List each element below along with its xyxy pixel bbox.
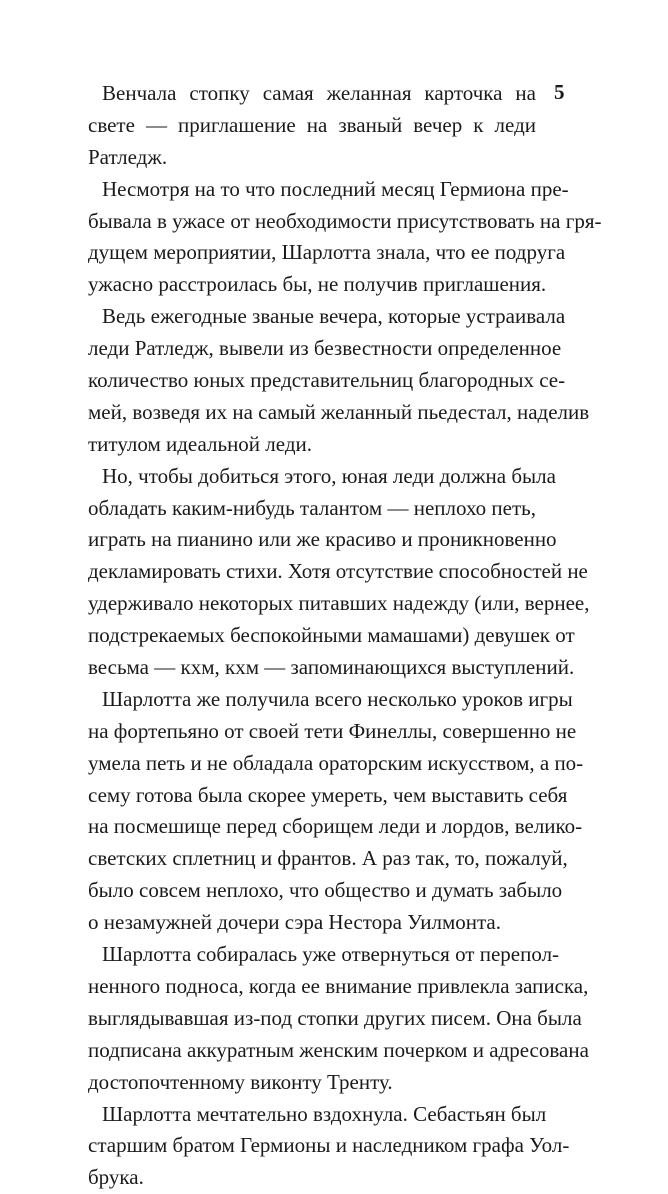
text-line: умела петь и не обладала ораторским искусством, а по- [88, 748, 536, 780]
text-line: количество юных представительниц благородных се- [88, 365, 536, 397]
text-line: брука. [88, 1162, 536, 1194]
text-line: достопочтенному виконту Тренту. [88, 1067, 536, 1099]
paragraph [88, 174, 536, 302]
paragraph [88, 301, 536, 460]
text-line: Шарлотта собиралась уже отвернуться от перепол- [88, 939, 536, 971]
text-line: удерживало некоторых питавших надежду (или, вернее, [88, 588, 536, 620]
text-line: декламировать стихи. Хотя отсутствие способностей не [88, 556, 536, 588]
text-line: играть на пианино или же красиво и проникновенно [88, 524, 536, 556]
text-line: Но, чтобы добиться этого, юная леди должна была [88, 461, 536, 493]
text-line: леди Ратледж, вывели из безвестности определенное [88, 333, 536, 365]
paragraph [88, 684, 536, 939]
text-line: Шарлотта мечтательно вздохнула. Себастьян был [88, 1099, 536, 1131]
text-line: подписана аккуратным женским почерком и адресована [88, 1035, 536, 1067]
paragraph [88, 78, 536, 174]
text-line: свете — приглашение на званый вечер к леди [88, 110, 536, 142]
text-line: выглядывавшая из-под стопки других писем. Она была [88, 1003, 536, 1035]
text-line: Несмотря на то что последний месяц Гермиона пре- [88, 174, 536, 206]
text-line: мей, возведя их на самый желанный пьедестал, наделив [88, 397, 536, 429]
text-line: было совсем неплохо, что общество и думать забыло [88, 875, 536, 907]
paragraph [88, 461, 536, 684]
text-line: бывала в ужасе от необходимости присутствовать на гря- [88, 206, 536, 238]
text-line: старшим братом Гермионы и наследником графа Уол- [88, 1130, 536, 1162]
text-line: Ратледж. [88, 142, 536, 174]
text-line: о незамужней дочери сэра Нестора Уилмонта. [88, 907, 536, 939]
text-line: ужасно расстроилась бы, не получив приглашения. [88, 269, 536, 301]
page-body [88, 78, 536, 1194]
text-line: сему готова была скорее умереть, чем выставить себя [88, 780, 536, 812]
page-number: 5 [554, 80, 565, 105]
paragraph [88, 1099, 536, 1194]
text-line: дущем мероприятии, Шарлотта знала, что ее подруга [88, 237, 536, 269]
text-line: весьма — кхм, кхм — запоминающихся выступлений. [88, 652, 536, 684]
text-line: подстрекаемых беспокойными мамашами) девушек от [88, 620, 536, 652]
text-line: Шарлотта же получила всего несколько уроков игры [88, 684, 536, 716]
text-line: ненного подноса, когда ее внимание привлекла записка, [88, 971, 536, 1003]
text-line: Ведь ежегодные званые вечера, которые устраивала [88, 301, 536, 333]
text-line: титулом идеальной леди. [88, 429, 536, 461]
text-line: на фортепьяно от своей тети Финеллы, совершенно не [88, 716, 536, 748]
text-line: Венчала стопку самая желанная карточка на [88, 78, 536, 110]
text-line: светских сплетниц и франтов. А раз так, то, пожалуй, [88, 843, 536, 875]
paragraph [88, 939, 536, 1098]
text-line: обладать каким-нибудь талантом — неплохо петь, [88, 493, 536, 525]
text-line: на посмешище перед сборищем леди и лордов, велико- [88, 811, 536, 843]
